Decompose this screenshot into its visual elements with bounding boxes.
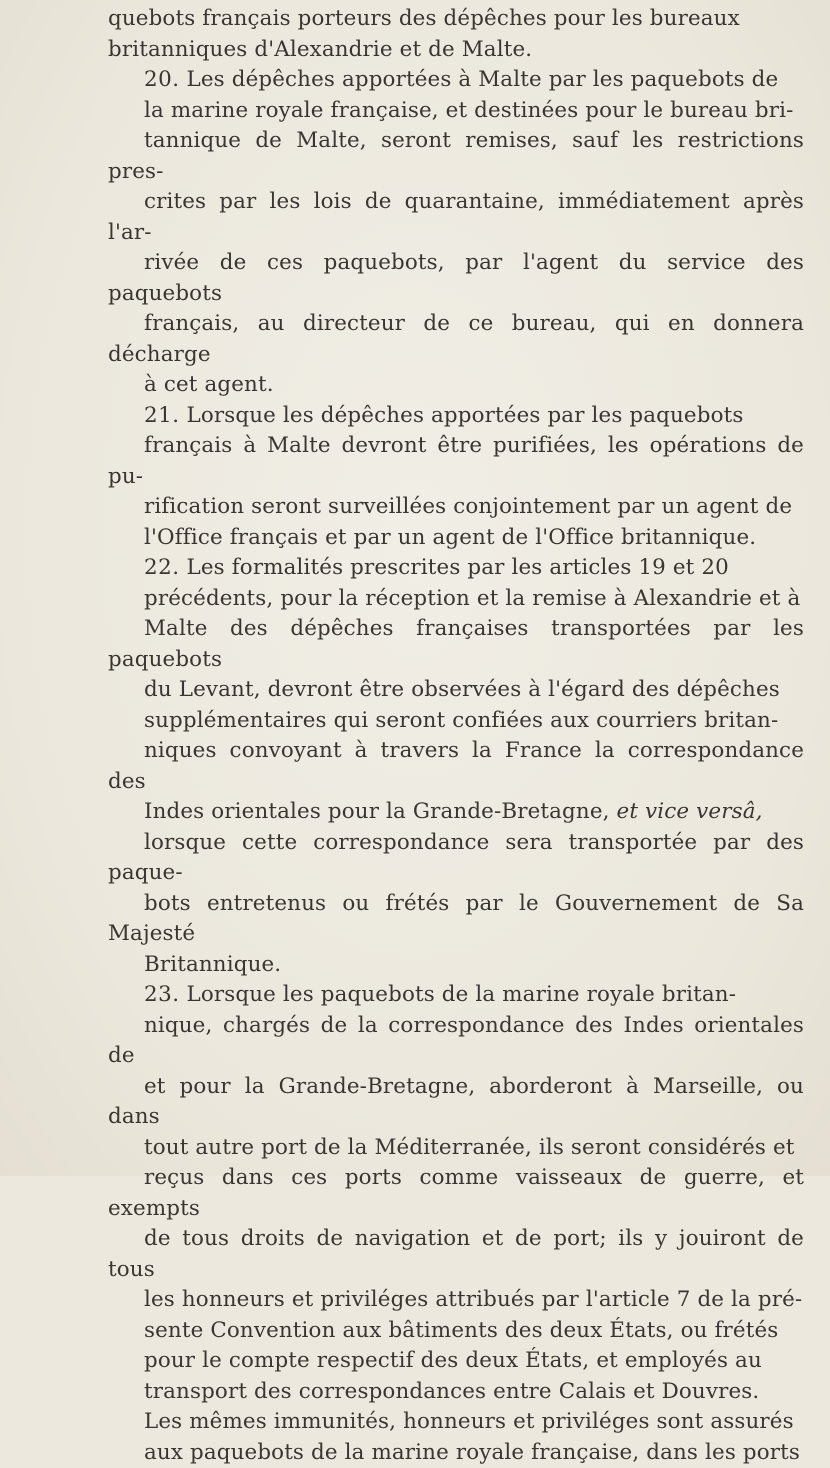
text-line: la marine royale française, et destinées pour le bureau bri- bbox=[108, 96, 804, 127]
article-23 bbox=[108, 980, 804, 1407]
text-line: l'Office français et par un agent de l'Office britannique. bbox=[108, 523, 804, 554]
text-line: aux paquebots de la marine royale française, dans les ports bbox=[108, 1438, 804, 1468]
text-line: français, au directeur de ce bureau, qui en donnera décharge bbox=[108, 309, 804, 370]
text-line: Lorsque les dépêches apportées par les paquebots bbox=[186, 403, 743, 428]
text-line: Lorsque les paquebots de la marine royale britan- bbox=[186, 982, 736, 1007]
text-line: transport des correspondances entre Calais et Douvres. bbox=[108, 1377, 804, 1408]
text-line: à cet agent. bbox=[108, 370, 804, 401]
text-line: du Levant, devront être observées à l'égard des dépêches bbox=[108, 675, 804, 706]
text-line: Britannique. bbox=[108, 950, 804, 981]
text-line: supplémentaires qui seront confiées aux courriers britan- bbox=[108, 706, 804, 737]
text-line: crites par les lois de quarantaine, immédiatement après l'ar- bbox=[108, 187, 804, 248]
article-number: 21. bbox=[144, 403, 180, 428]
text-line: tannique de Malte, seront remises, sauf les restrictions pres- bbox=[108, 126, 804, 187]
body-text bbox=[108, 4, 804, 1468]
text-line: Indes orientales pour la Grande-Bretagne, bbox=[144, 799, 610, 824]
text-line: rivée de ces paquebots, par l'agent du service des paquebots bbox=[108, 248, 804, 309]
text-line: Les formalités prescrites par les articles 19 et 20 bbox=[186, 555, 728, 580]
text-line: quebots français porteurs des dépêches pour les bureaux bbox=[108, 4, 804, 35]
text-line: les honneurs et priviléges attribués par l'article 7 de la pré- bbox=[108, 1285, 804, 1316]
text-line: lorsque cette correspondance sera transportée par des paque- bbox=[108, 828, 804, 889]
article-20 bbox=[108, 65, 804, 401]
text-line: bots entretenus ou frétés par le Gouvernement de Sa Majesté bbox=[108, 889, 804, 950]
paragraph-intro bbox=[108, 4, 804, 65]
italic-phrase: et vice versâ, bbox=[617, 799, 763, 824]
text-line: britanniques d'Alexandrie et de Malte. bbox=[108, 35, 804, 66]
text-line: précédents, pour la réception et la remise à Alexandrie et à bbox=[108, 584, 804, 615]
text-line: niques convoyant à travers la France la correspondance des bbox=[108, 736, 804, 797]
text-line: reçus dans ces ports comme vaisseaux de guerre, et exempts bbox=[108, 1163, 804, 1224]
text-line: de tous droits de navigation et de port; ils y jouiront de tous bbox=[108, 1224, 804, 1285]
text-line: Les mêmes immunités, honneurs et priviléges sont assurés bbox=[108, 1407, 804, 1438]
paragraph-final bbox=[108, 1407, 804, 1468]
text-line: nique, chargés de la correspondance des Indes orientales de bbox=[108, 1011, 804, 1072]
text-line: tout autre port de la Méditerranée, ils seront considérés et bbox=[108, 1133, 804, 1164]
text-line: sente Convention aux bâtiments des deux États, ou frétés bbox=[108, 1316, 804, 1347]
text-line: et pour la Grande-Bretagne, aborderont à Marseille, ou dans bbox=[108, 1072, 804, 1133]
article-number: 20. bbox=[144, 67, 180, 92]
article-22 bbox=[108, 553, 804, 980]
text-line: Malte des dépêches françaises transportées par les paquebots bbox=[108, 614, 804, 675]
article-number: 22. bbox=[144, 555, 180, 580]
text-line: français à Malte devront être purifiées, les opérations de pu- bbox=[108, 431, 804, 492]
text-line: Les dépêches apportées à Malte par les paquebots de bbox=[186, 67, 778, 92]
article-21 bbox=[108, 401, 804, 554]
text-line: pour le compte respectif des deux États, et employés au bbox=[108, 1346, 804, 1377]
text-line: rification seront surveillées conjointement par un agent de bbox=[108, 492, 804, 523]
article-number: 23. bbox=[144, 982, 180, 1007]
